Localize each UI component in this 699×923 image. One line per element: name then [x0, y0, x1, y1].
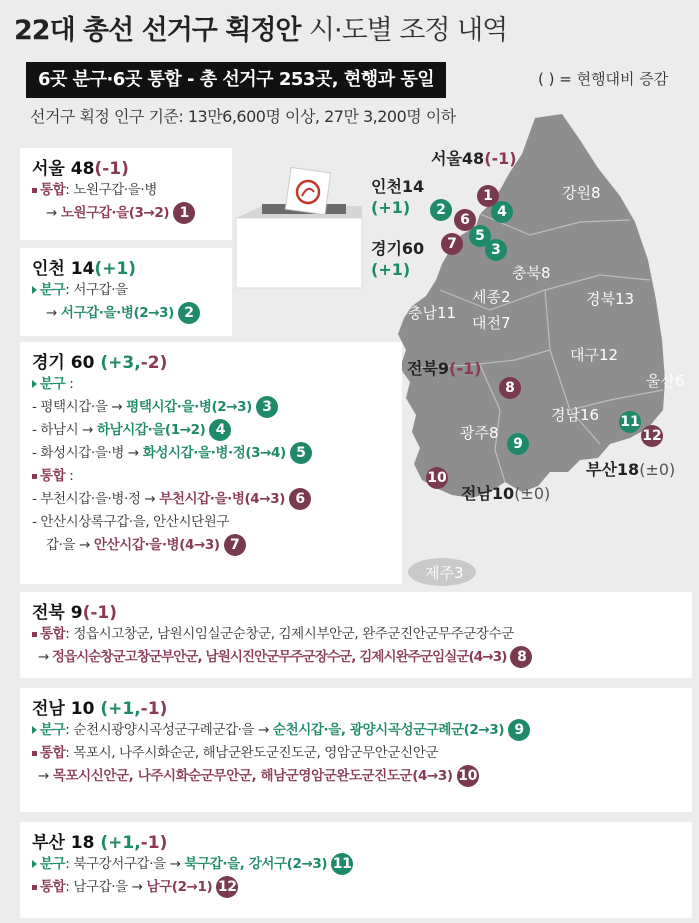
map-label-gwangju: 광주8: [460, 424, 499, 442]
card-gyeonggi: [20, 342, 402, 584]
card-busan-title: 부산 18 (+1,-1): [32, 833, 168, 853]
card-gyeonggi-merge-header: 통합 :: [32, 465, 390, 488]
card-jeonbuk-line2: → 정읍시순창군고창군부안군, 남원시진안군무주군장수군, 김제시완주군임실군(4→3) 8: [32, 646, 680, 669]
card-incheon-title: 인천 14(+1): [32, 259, 137, 279]
map-marker-7: 7: [441, 233, 463, 255]
map-label-busan: 부산18(±0): [586, 460, 676, 479]
card-jeonnam-title: 전남 10 (+1,-1): [32, 699, 168, 719]
card-busan-line1: 분구: 북구강서구갑·을 → 북구갑·을, 강서구(2→3) 11: [32, 853, 680, 876]
map-marker-1: 1: [477, 185, 499, 207]
map-label-incheon-chg: (+1): [371, 198, 411, 217]
summary-banner: 6곳 분구·6곳 통합 - 총 선거구 253곳, 현행과 동일: [26, 62, 446, 98]
ballot-box-illustration: [232, 166, 366, 296]
card-jeonbuk-line1: 통합: 정읍시고창군, 남원시임실군순창군, 김제시부안군, 완주군진안군무주군장수군: [32, 623, 680, 646]
card-gyeonggi-line2: - 하남시 → 하남시갑·을(1→2) 4: [32, 419, 390, 442]
map-label-daegu: 대구12: [570, 346, 619, 364]
card-seoul: [20, 148, 232, 240]
map-label-daejeon: 대전7: [472, 314, 511, 332]
card-seoul-line1: 통합: 노원구갑·을·병: [32, 179, 220, 202]
card-jeonnam-line2: 통합: 목포시, 나주시화순군, 해남군완도군진도군, 영암군무안군신안군: [32, 742, 680, 765]
title-sub: 시·도별 조정 내역: [308, 15, 508, 46]
map-label-jeonbuk: 전북9(-1): [407, 359, 482, 378]
card-incheon-line2: → 서구갑·을·병(2→3) 2: [32, 302, 220, 325]
map-marker-6: 6: [454, 209, 476, 231]
map-label-chungnam: 충남11: [408, 304, 457, 322]
card-jeonnam-line3: → 목포시신안군, 나주시화순군무안군, 해남군영암군완도군진도군(4→3) 10: [32, 765, 680, 788]
card-gyeonggi-line6: 갑·을 → 안산시갑·을·병(4→3) 7: [32, 534, 390, 557]
card-busan: [20, 822, 692, 918]
legend-note: ( ) = 현행대비 증감: [538, 70, 669, 88]
map-label-gyeonggi-chg: (+1): [371, 260, 411, 279]
card-incheon-line1: 분구: 서구갑·을: [32, 279, 220, 302]
card-jeonbuk-title: 전북 9(-1): [32, 603, 118, 623]
card-jeonnam: [20, 688, 692, 812]
map-label-gangwon: 강원8: [562, 184, 601, 202]
card-gyeonggi-line4: - 부천시갑·을·병·정 → 부천시갑·을·병(4→3) 6: [32, 488, 390, 511]
card-jeonbuk: [20, 592, 692, 678]
card-gyeonggi-split-header: 분구 :: [32, 373, 390, 396]
map-marker-5: 5: [469, 225, 491, 247]
map-label-ulsan: 울산6: [646, 372, 685, 390]
card-incheon: [20, 248, 232, 336]
map-label-seoul: 서울48(-1): [431, 149, 517, 168]
card-gyeonggi-line1: - 평택시갑·을 → 평택시갑·을·병(2→3) 3: [32, 396, 390, 419]
map-marker-9: 9: [507, 433, 529, 455]
title-main: 22대 총선 선거구 획정안: [14, 15, 301, 46]
map-marker-10: 10: [426, 467, 448, 489]
map-marker-2: 2: [430, 199, 452, 221]
card-jeonnam-line1: 분구: 순천시광양시곡성군구례군갑·을 → 순천시갑·을, 광양시곡성군구례군(2→3) 9: [32, 719, 680, 742]
map-label-gyeonggi: 경기60: [371, 239, 425, 258]
card-gyeonggi-line3: - 화성시갑·을·병 → 화성시갑·을·병·정(3→4) 5: [32, 442, 390, 465]
map-label-jeju: 제주3: [425, 564, 464, 582]
map-label-gyeongbuk: 경북13: [586, 290, 635, 308]
map-label-chungbuk: 충북8: [512, 264, 551, 282]
map-label-sejong: 세종2: [472, 288, 511, 306]
criteria-text: 선거구 획정 인구 기준: 13만6,600명 이상, 27만 3,200명 이하: [30, 107, 456, 126]
map-marker-8: 8: [499, 377, 521, 399]
map-marker-4: 4: [491, 201, 513, 223]
card-gyeonggi-line5: - 안산시상록구갑·을, 안산시단원구: [32, 514, 230, 530]
card-seoul-line2: → 노원구갑·을(3→2) 1: [32, 202, 220, 225]
card-seoul-title: 서울 48(-1): [32, 159, 129, 179]
map-marker-12: 12: [641, 425, 663, 447]
card-gyeonggi-title: 경기 60 (+3,-2): [32, 353, 168, 373]
map-label-incheon: 인천14: [371, 177, 425, 196]
map-label-jeonnam: 전남10(±0): [461, 484, 551, 503]
map-marker-3: 3: [485, 239, 507, 261]
page-title: [14, 8, 507, 47]
card-busan-line2: 통합: 남구갑·을 → 남구(2→1) 12: [32, 876, 680, 899]
map-marker-11: 11: [619, 411, 641, 433]
map-label-gyeongnam: 경남16: [551, 406, 600, 424]
